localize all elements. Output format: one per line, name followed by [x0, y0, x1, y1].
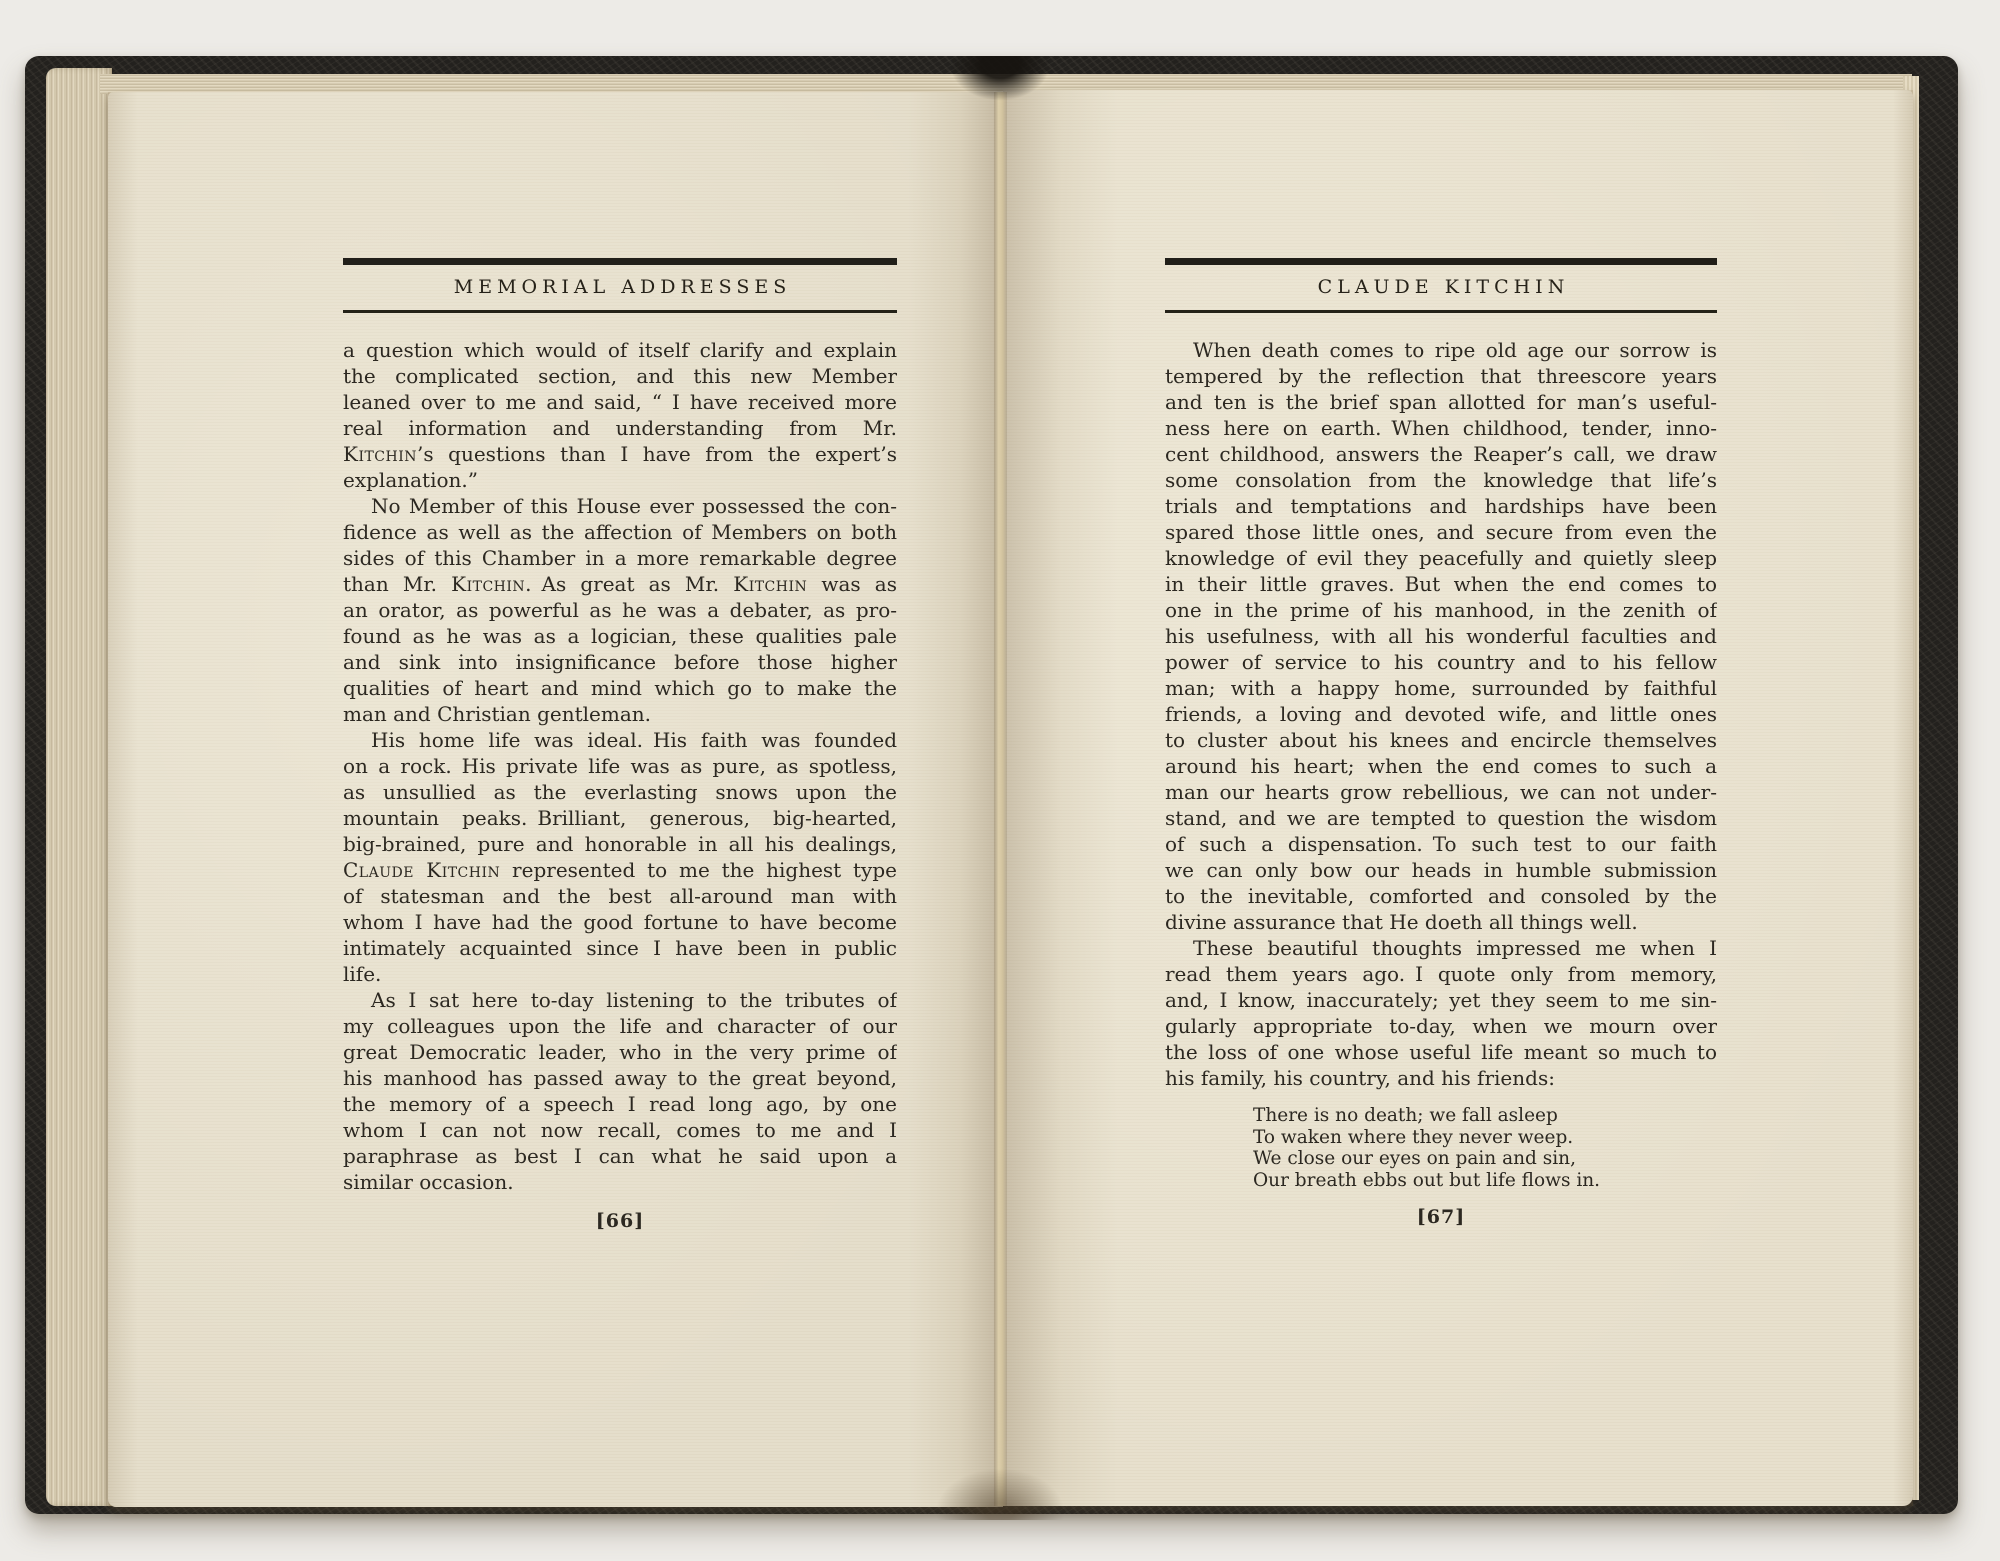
left-text-column — [343, 258, 897, 1232]
text-line: intimately acquainted since I have been in public — [343, 936, 897, 960]
small-caps-name: Kitchin — [343, 442, 418, 466]
text-line: on a rock. His private life was as pure, as spotless, — [343, 754, 897, 778]
small-caps-name: Kitchin — [733, 572, 808, 596]
verse-line: Our breath ebbs out but life flows in. — [1253, 1169, 1601, 1191]
left-running-header: MEMORIAL ADDRESSES — [453, 276, 792, 298]
right-page-number: [67] — [1416, 1206, 1466, 1228]
text-line: ness here on earth. When childhood, tender, inno- — [1165, 416, 1717, 440]
text-line: and sink into insignificance before those higher — [343, 650, 897, 674]
text-line: of such a dispensation. To such test to our faith — [1165, 832, 1717, 856]
right-running-header: CLAUDE KITCHIN — [1317, 276, 1570, 298]
text-line: his usefulness, with all his wonderful faculties and — [1165, 624, 1717, 648]
text-line: No Member of this House ever possessed the con- — [371, 494, 897, 518]
text-line: than Mr. Kitchin. As great as Mr. Kitchin was as — [343, 572, 897, 596]
text-line: divine assurance that He doeth all things well. — [1165, 910, 1638, 934]
text-line: his manhood has passed away to the great beyond, — [343, 1066, 897, 1090]
text-line: These beautiful thoughts impressed me when I — [1193, 936, 1717, 960]
text-line: in their little graves. But when the end comes to — [1165, 572, 1717, 596]
left-page-number: [66] — [595, 1210, 645, 1232]
small-caps-name: Claude Kitchin — [343, 858, 501, 882]
gutter-crease — [994, 92, 1007, 1506]
text-line: Kitchin’s questions than I have from the expert’s — [343, 442, 897, 466]
text-line: we can only bow our heads in humble submission — [1165, 858, 1717, 882]
text-line: man and Christian gentleman. — [343, 702, 652, 726]
small-caps-name: Kitchin — [451, 572, 526, 596]
text-line: similar occasion. — [343, 1170, 514, 1194]
right-text-column — [1165, 258, 1717, 1228]
text-line: cent childhood, answers the Reaper’s call, we draw — [1165, 442, 1717, 466]
text-line: man; with a happy home, surrounded by faithful — [1165, 676, 1717, 700]
text-line: some consolation from the knowledge that life’s — [1165, 468, 1717, 492]
text-line: read them years ago. I quote only from memory, — [1165, 962, 1717, 986]
text-line: His home life was ideal. His faith was founded — [371, 728, 897, 752]
text-line: a question which would of itself clarify and explain — [343, 338, 897, 362]
text-line: fidence as well as the affection of Members on both — [343, 520, 897, 544]
text-line: whom I have had the good fortune to have become — [343, 910, 897, 934]
text-line: great Democratic leader, who in the very prime of — [343, 1040, 897, 1064]
text-line: leaned over to me and said, “ I have received more — [343, 390, 897, 414]
left-header-rule-thick — [343, 258, 897, 265]
text-line: the memory of a speech I read long ago, by one — [343, 1092, 897, 1116]
text-line: real information and understanding from Mr. — [343, 416, 897, 440]
left-header-rule-thin — [343, 310, 897, 313]
text-line: man our hearts grow rebellious, we can not under- — [1165, 780, 1717, 804]
text-line: power of service to his country and to his fellow — [1165, 650, 1717, 674]
right-header-rule-thin — [1165, 310, 1717, 313]
text-line: an orator, as powerful as he was a debater, as pro- — [343, 598, 897, 622]
text-line: the loss of one whose useful life meant so much to — [1165, 1040, 1717, 1064]
verse-line: We close our eyes on pain and sin, — [1253, 1148, 1576, 1169]
text-line: mountain peaks. Brilliant, generous, big-hearted, — [343, 806, 897, 830]
right-header-rule-thick — [1165, 258, 1717, 265]
text-line: big-brained, pure and honorable in all his dealings, — [343, 832, 897, 856]
text-line: gularly appropriate to-day, when we mourn over — [1165, 1014, 1717, 1038]
text-line: his family, his country, and his friends: — [1165, 1066, 1555, 1090]
text-line: as unsullied as the everlasting snows upon the — [343, 780, 897, 804]
text-line: one in the prime of his manhood, in the zenith of — [1165, 598, 1717, 622]
text-line: trials and temptations and hardships have been — [1165, 494, 1717, 518]
verse-line: There is no death; we fall asleep — [1253, 1105, 1558, 1126]
text-line: knowledge of evil they peacefully and quietly sleep — [1165, 546, 1717, 570]
text-line: found as he was as a logician, these qualities pale — [343, 624, 897, 648]
text-line: my colleagues upon the life and character of our — [343, 1014, 897, 1038]
page-edges-left — [46, 68, 112, 1506]
right-page — [1003, 90, 1913, 1506]
text-line: to the inevitable, comforted and consoled by the — [1165, 884, 1717, 908]
left-page-body — [343, 337, 897, 1195]
text-line: whom I can not now recall, comes to me and I — [343, 1118, 897, 1142]
text-line: tempered by the reflection that threescore years — [1165, 364, 1717, 388]
text-line: paraphrase as best I can what he said upon a — [343, 1144, 897, 1168]
text-line: When death comes to ripe old age our sorrow is — [1193, 338, 1717, 362]
text-line: explanation.” — [343, 468, 478, 492]
text-line: sides of this Chamber in a more remarkable degree — [343, 546, 897, 570]
text-line: friends, a loving and devoted wife, and little ones — [1165, 702, 1717, 726]
spine-shadow-bottom — [935, 1468, 1065, 1520]
quoted-verse — [1253, 1105, 1717, 1191]
right-page-body — [1165, 337, 1717, 1091]
text-line: and, I know, inaccurately; yet they seem to me sin- — [1165, 988, 1717, 1012]
text-line: Claude Kitchin represented to me the highest type — [343, 858, 897, 882]
text-line: and ten is the brief span allotted for man’s useful- — [1165, 390, 1717, 414]
text-line: of statesman and the best all-around man with — [343, 884, 897, 908]
text-line: stand, and we are tempted to question the wisdom — [1165, 806, 1717, 830]
text-line: spared those little ones, and secure from even the — [1165, 520, 1717, 544]
left-page — [108, 92, 1003, 1507]
text-line: As I sat here to-day listening to the tributes of — [371, 988, 897, 1012]
text-line: the complicated section, and this new Member — [343, 364, 897, 388]
text-line: life. — [343, 962, 382, 986]
text-line: around his heart; when the end comes to such a — [1165, 754, 1717, 778]
text-line: to cluster about his knees and encircle themselves — [1165, 728, 1717, 752]
verse-line: To waken where they never weep. — [1253, 1126, 1574, 1148]
text-line: qualities of heart and mind which go to make the — [343, 676, 897, 700]
spine-notch-top — [948, 56, 1052, 102]
